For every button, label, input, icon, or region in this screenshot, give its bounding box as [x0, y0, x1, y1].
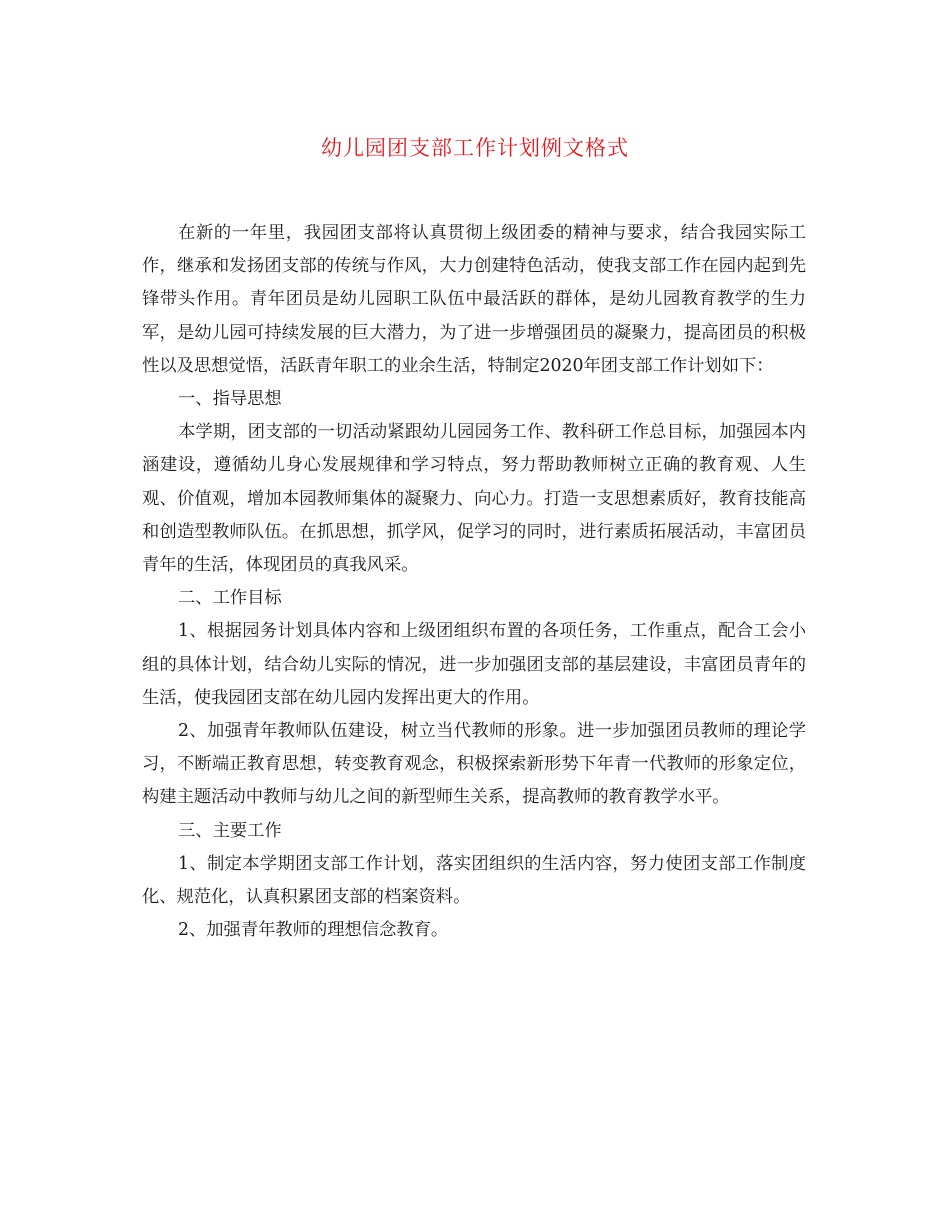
section-heading-work-goals: 二、工作目标: [178, 588, 282, 609]
main-work-item-2: 2、加强青年教师的理想信念教育。: [178, 920, 449, 941]
intro-paragraph: 在新的一年里，我园团支部将认真贯彻上级团委的精神与要求，结合我园实际工作，继承和发扬团支部的传统与作风，大力创建特色活动，使我支部工作在园内起到先锋带头作用。青年团员是幼儿园职工队伍中最活跃的群体，是幼儿园教育教学的生力军，是幼儿园可持续发展的巨大潜力，为了进一步增强团员的凝聚力，提高团员的积极性以及思想觉悟，活跃青年职工的业余生活，特制定2020年团支部工作计划如下：: [142, 223, 806, 376]
section-heading-main-work: 三、主要工作: [178, 820, 282, 841]
work-goal-item-1: 1、根据园务计划具体内容和上级团组织布置的各项任务，工作重点，配合工会小组的具体计划，结合幼儿实际的情况，进一步加强团支部的基层建设，丰富团员青年的生活，使我园团支部在幼儿园内发挥出更大的作用。: [142, 621, 806, 708]
work-goal-item-2: 2、加强青年教师队伍建设，树立当代教师的形象。进一步加强团员教师的理论学习，不断端正教育思想，转变教育观念，积极探索新形势下年青一代教师的形象定位，构建主题活动中教师与幼儿之间的新型师生关系，提高教师的教育教学水平。: [142, 721, 806, 808]
document-body: [142, 217, 806, 947]
section-heading-guiding-thought: 一、指导思想: [178, 389, 282, 410]
main-work-item-1: 1、制定本学期团支部工作计划，落实团组织的生活内容，努力使团支部工作制度化、规范化，认真积累团支部的档案资料。: [142, 853, 806, 908]
guiding-thought-paragraph: 本学期，团支部的一切活动紧跟幼儿园园务工作、教科研工作总目标，加强园本内涵建设，遵循幼儿身心发展规律和学习特点，努力帮助教师树立正确的教育观、人生观、价值观，增加本园教师集体的凝聚力、向心力。打造一支思想素质好，教育技能高和创造型教师队伍。在抓思想，抓学风，促学习的同时，进行素质拓展活动，丰富团员青年的生活，体现团员的真我风采。: [142, 422, 806, 576]
document-title: 幼儿园团支部工作计划例文格式: [321, 136, 629, 160]
